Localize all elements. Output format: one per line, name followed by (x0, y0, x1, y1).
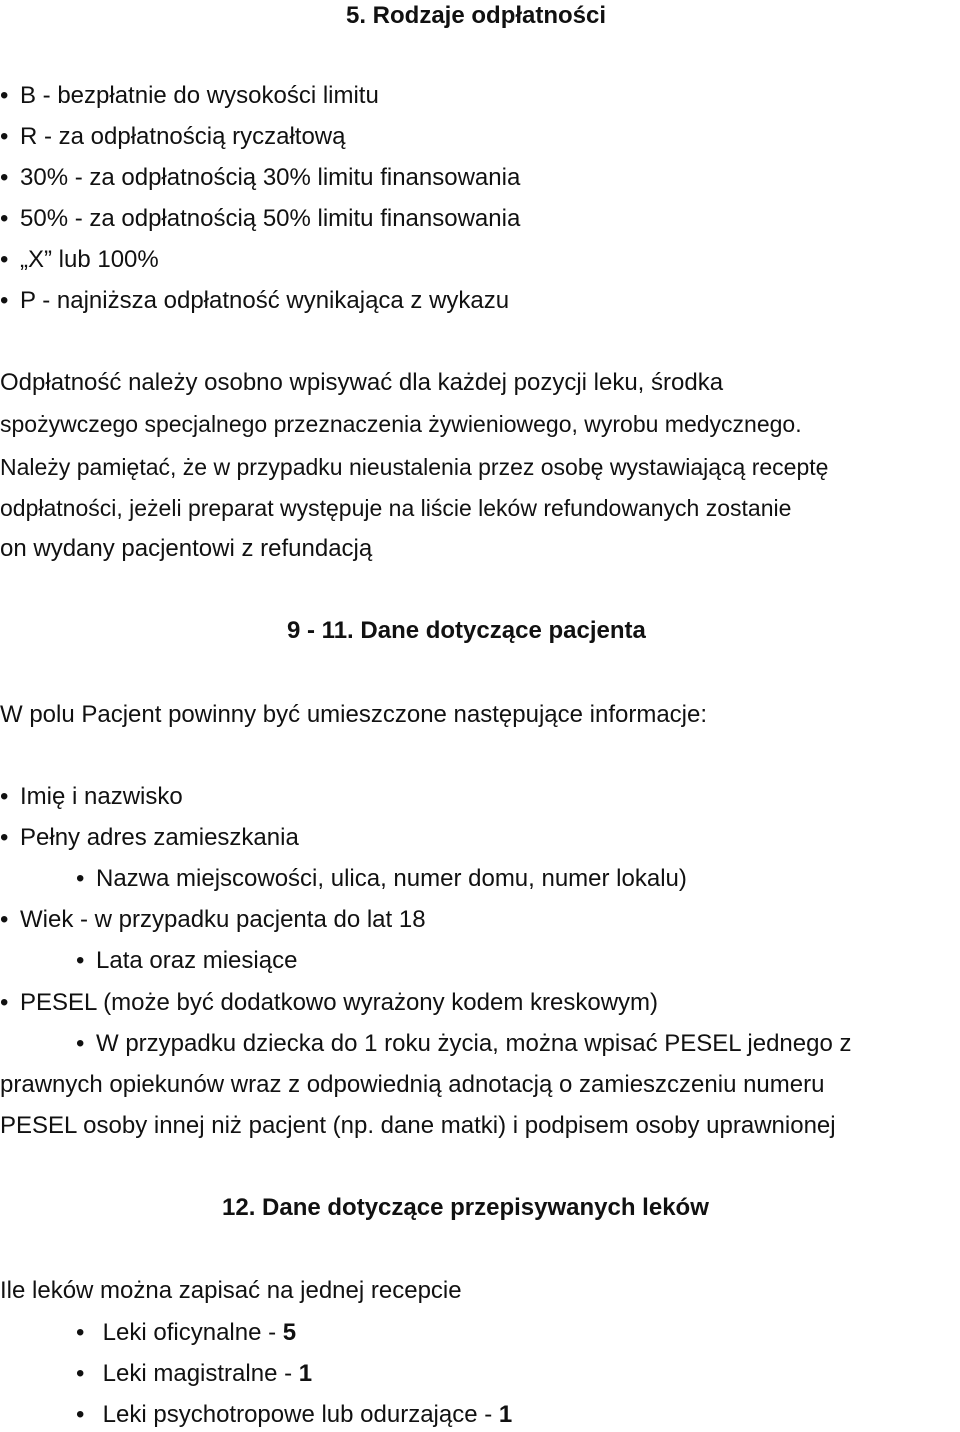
list-item: • Pełny adres zamieszkania (0, 822, 299, 854)
section-intro: W polu Pacjent powinny być umieszczone następujące informacje: (0, 701, 708, 728)
drug-limit-item (76, 1358, 312, 1390)
section-intro: Ile leków można zapisać na jednej recepcie (0, 1277, 462, 1304)
list-item: • Imię i nazwisko (0, 781, 183, 813)
list-item: • 30% - za odpłatnością 30% limitu finansowania (0, 162, 520, 194)
paragraph-line: spożywczego specjalnego przeznaczenia żywieniowego, wyrobu medycznego. (0, 411, 802, 437)
drug-limit-count: 1 (298, 1360, 313, 1387)
paragraph-line: on wydany pacjentowi z refundacją (0, 535, 373, 562)
list-item: • Wiek - w przypadku pacjenta do lat 18 (0, 904, 426, 936)
drug-limit-label: Leki magistralne - (102, 1360, 299, 1387)
drug-limit-count: 5 (282, 1319, 297, 1346)
sub-list-item: • Nazwa miejscowości, ulica, numer domu, numer lokalu) (76, 863, 687, 895)
sub-list-item: • Lata oraz miesiące (76, 945, 297, 977)
paragraph-line: Należy pamiętać, że w przypadku nieustalenia przez osobę wystawiającą receptę (0, 454, 829, 480)
drug-limit-item (76, 1399, 512, 1431)
list-item: • P - najniższa odpłatność wynikająca z wykazu (0, 285, 509, 317)
paragraph-line: Odpłatność należy osobno wpisywać dla każdej pozycji leku, środka (0, 369, 724, 396)
drug-limit-item (76, 1317, 296, 1349)
drug-limit-label: Leki psychotropowe lub odurzające - (102, 1401, 499, 1428)
list-item: • R - za odpłatnością ryczałtową (0, 121, 345, 153)
drug-limit-label: Leki oficynalne - (102, 1319, 283, 1346)
paragraph-line: PESEL osoby innej niż pacjent (np. dane matki) i podpisem osoby uprawnionej (0, 1112, 836, 1139)
section-heading-payment-types: 5. Rodzaje odpłatności (346, 2, 607, 29)
list-item: • „X” lub 100% (0, 244, 159, 276)
list-item: • PESEL (może być dodatkowo wyrażony kodem kreskowym) (0, 987, 658, 1019)
section-heading-prescribed-drugs: 12. Dane dotyczące przepisywanych leków (222, 1194, 709, 1221)
list-item: • 50% - za odpłatnością 50% limitu finansowania (0, 203, 520, 235)
section-heading-patient-data: 9 - 11. Dane dotyczące pacjenta (287, 617, 646, 644)
paragraph-line: prawnych opiekunów wraz z odpowiednią adnotacją o zamieszczeniu numeru (0, 1071, 825, 1098)
list-item: • B - bezpłatnie do wysokości limitu (0, 80, 379, 112)
drug-limit-count: 1 (498, 1401, 513, 1428)
paragraph-line: odpłatności, jeżeli preparat występuje na liście leków refundowanych zostanie (0, 495, 792, 521)
sub-list-item: • W przypadku dziecka do 1 roku życia, można wpisać PESEL jednego z (76, 1028, 851, 1060)
